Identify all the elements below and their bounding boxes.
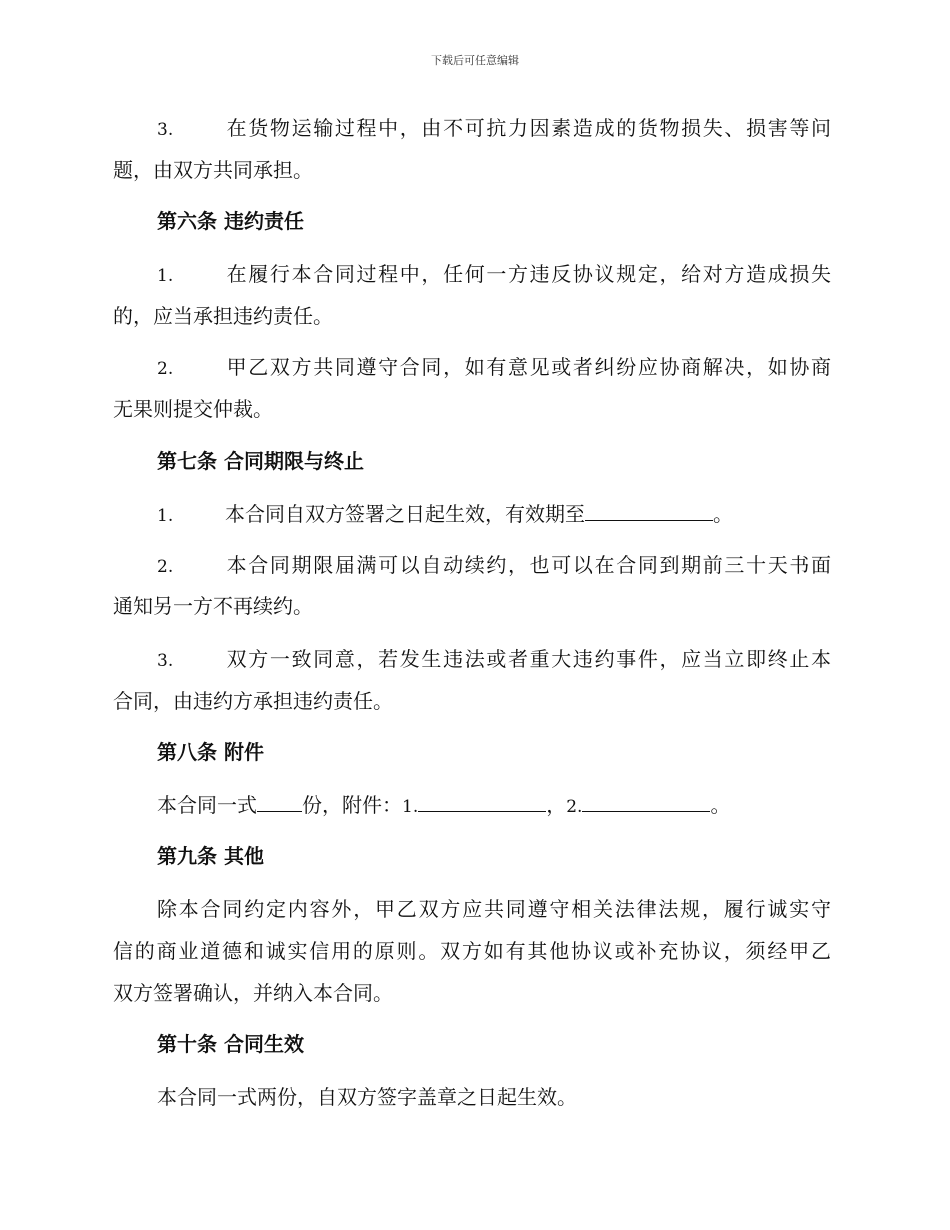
- copies-count-blank[interactable]: [257, 791, 302, 812]
- clause-6-2-line-2: 无果则提交仲裁。: [113, 397, 273, 421]
- clause-text: 甲乙双方共同遵守合同，如有意见或者纠纷应协商解决，如协商: [225, 355, 831, 379]
- clause-number: 3.: [157, 120, 174, 140]
- validity-date-blank[interactable]: [585, 500, 713, 521]
- clause-number: 1.: [157, 266, 174, 286]
- clause-7-3-line-1: [113, 645, 831, 675]
- attachment-end-mark: 。: [710, 793, 731, 817]
- attachment-line: [113, 791, 875, 821]
- copies-text: 本合同一式: [157, 793, 257, 817]
- clause-7-3-line-2: 合同，由违约方承担违约责任。: [113, 689, 393, 713]
- clause-5-3-line-2: 题，由双方共同承担。: [113, 158, 313, 182]
- clause-text: 双方一致同意，若发生违法或者重大违约事件，应当立即终止本: [225, 647, 831, 671]
- section-heading-9: 第九条 其他: [157, 844, 264, 868]
- attachment-1-blank[interactable]: [418, 791, 546, 812]
- clause-text: 本合同期限届满可以自动续约，也可以在合同到期前三十天书面: [225, 553, 831, 577]
- attachment-1-label: 1.: [402, 797, 419, 817]
- clause-6-2-line-1: [113, 353, 831, 383]
- clause-end-mark: 。: [713, 502, 733, 526]
- clause-9-line-3: 双方签署确认，并纳入本合同。: [113, 981, 393, 1005]
- clause-6-1-line-1: [113, 260, 831, 290]
- section-heading-8: 第八条 附件: [157, 740, 264, 764]
- clause-7-2-line-1: [113, 551, 831, 581]
- clause-7-2-line-2: 通知另一方不再续约。: [113, 594, 313, 618]
- clause-number: 1.: [157, 506, 174, 526]
- clause-5-3-line-1: [113, 114, 831, 144]
- attachment-separator: ，: [546, 793, 567, 817]
- clause-number: 2.: [157, 557, 174, 577]
- attachment-2-blank[interactable]: [582, 791, 710, 812]
- clause-number: 3.: [157, 651, 174, 671]
- section-heading-6: 第六条 违约责任: [157, 209, 304, 233]
- attachment-text: 份，附件：: [302, 793, 402, 817]
- clause-text: 本合同自双方签署之日起生效，有效期至: [225, 502, 585, 526]
- clause-6-1-line-2: 的，应当承担违约责任。: [113, 304, 333, 328]
- clause-9-line-1: 除本合同约定内容外，甲乙双方应共同遵守相关法律法规，履行诚实守: [157, 897, 831, 921]
- section-heading-7: 第七条 合同期限与终止: [157, 449, 364, 473]
- clause-7-1: [113, 500, 831, 530]
- clause-text: 在履行本合同过程中，任何一方违反协议规定，给对方造成损失: [225, 262, 831, 286]
- clause-10-text: 本合同一式两份，自双方签字盖章之日起生效。: [157, 1085, 577, 1109]
- section-heading-10: 第十条 合同生效: [157, 1032, 304, 1056]
- page-header: 下载后可任意编辑: [431, 54, 519, 67]
- clause-9-line-2: 信的商业道德和诚实信用的原则。双方如有其他协议或补充协议，须经甲乙: [113, 939, 831, 963]
- attachment-2-label: 2.: [566, 797, 583, 817]
- clause-number: 2.: [157, 359, 174, 379]
- clause-text: 在货物运输过程中，由不可抗力因素造成的货物损失、损害等问: [225, 116, 831, 140]
